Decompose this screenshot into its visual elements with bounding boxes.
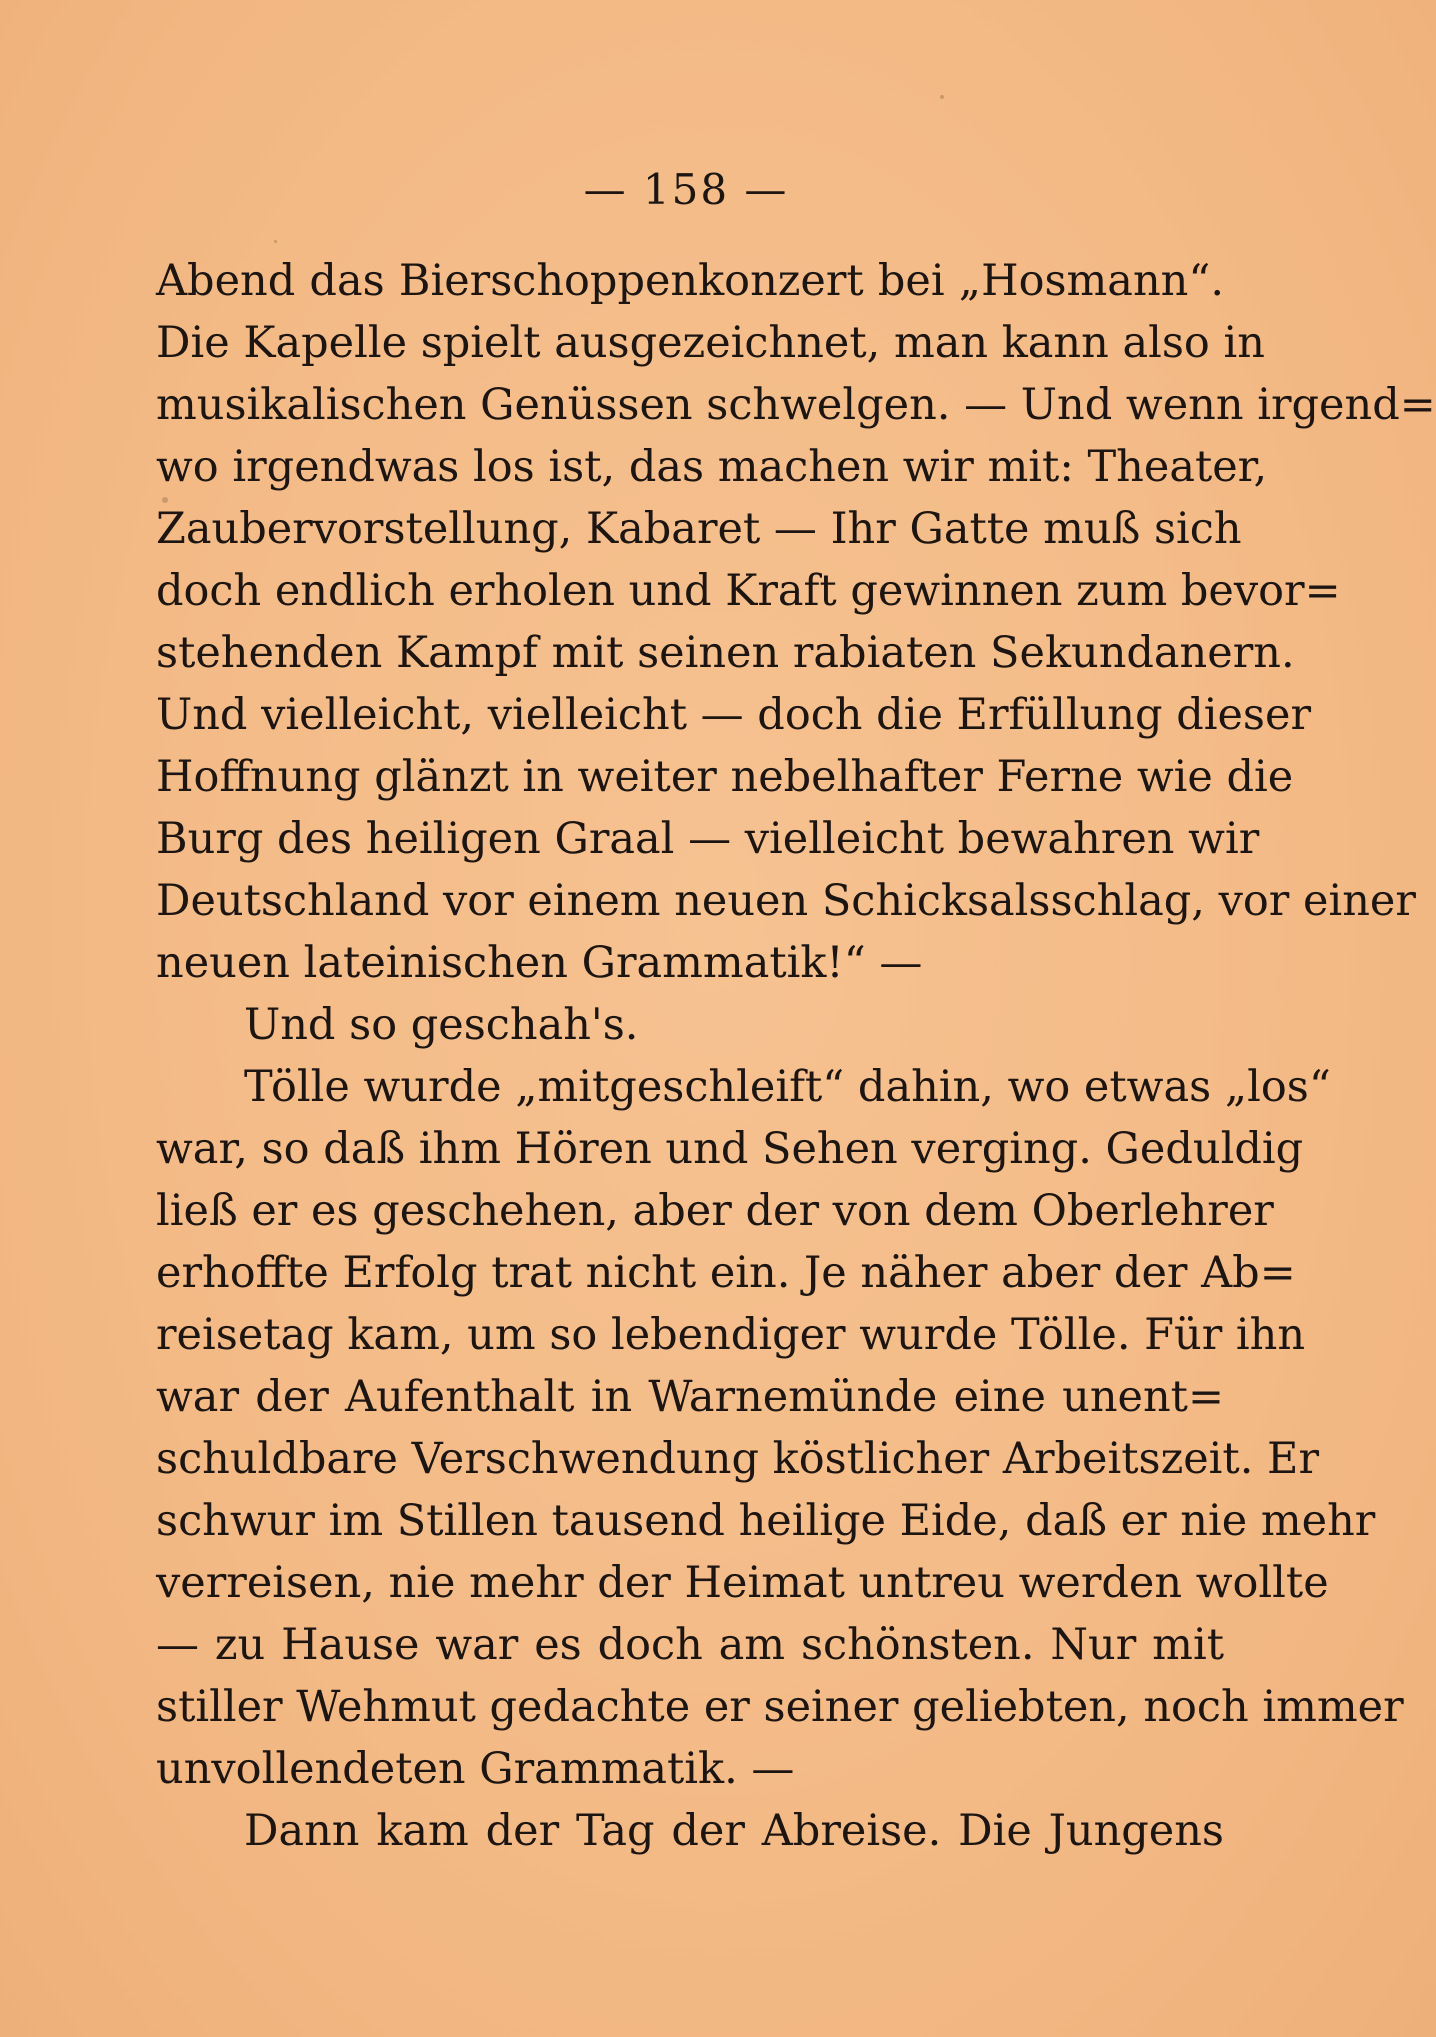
text-line: ließ er es geschehen, aber der von dem Oberlehrer [156, 1186, 1274, 1236]
text-line: — zu Hause war es doch am schönsten. Nur mit [156, 1620, 1224, 1670]
text-line: Hoffnung glänzt in weiter nebelhafter Ferne wie die [156, 752, 1294, 802]
text-line: erhoffte Erfolg trat nicht ein. Je näher aber der Ab= [156, 1248, 1296, 1298]
text-line: Zaubervorstellung, Kabaret — Ihr Gatte muß sich [156, 504, 1242, 554]
paper-speck [274, 240, 277, 243]
text-line: war, so daß ihm Hören und Sehen verging. Geduldig [156, 1124, 1304, 1174]
text-line: Abend das Bierschoppenkonzert bei „Hosmann“. [156, 256, 1224, 306]
text-line: Dann kam der Tag der Abreise. Die Jungens [244, 1806, 1224, 1856]
text-line: unvollendeten Grammatik. — [156, 1744, 795, 1794]
text-line: Tölle wurde „mitgeschleift“ dahin, wo etwas „los“ [244, 1062, 1331, 1112]
text-line: schuldbare Verschwendung köstlicher Arbeitszeit. Er [156, 1434, 1319, 1484]
paper-speck [940, 95, 944, 99]
page-number: — 158 — [583, 165, 789, 214]
text-line: wo irgendwas los ist, das machen wir mit: Theater, [156, 442, 1268, 492]
text-line: doch endlich erholen und Kraft gewinnen zum bevor= [156, 566, 1341, 616]
text-line: war der Aufenthalt in Warnemünde eine unent= [156, 1372, 1224, 1422]
text-line: neuen lateinischen Grammatik!“ — [156, 938, 923, 988]
text-line: Deutschland vor einem neuen Schicksalsschlag, vor einer [156, 876, 1416, 926]
text-line: Und so geschah's. [244, 1000, 639, 1050]
text-line: Die Kapelle spielt ausgezeichnet, man kann also in [156, 318, 1265, 368]
text-line: reisetag kam, um so lebendiger wurde Tölle. Für ihn [156, 1310, 1306, 1360]
body-text [156, 250, 1436, 1862]
text-line: musikalischen Genüssen schwelgen. — Und wenn irgend= [156, 380, 1436, 430]
text-line: verreisen, nie mehr der Heimat untreu werden wollte [156, 1558, 1329, 1608]
text-line: Und vielleicht, vielleicht — doch die Erfüllung dieser [156, 690, 1311, 740]
text-line: Burg des heiligen Graal — vielleicht bewahren wir [156, 814, 1260, 864]
text-line: stiller Wehmut gedachte er seiner geliebten, noch immer [156, 1682, 1404, 1732]
text-line: stehenden Kampf mit seinen rabiaten Sekundanern. [156, 628, 1295, 678]
text-line: schwur im Stillen tausend heilige Eide, daß er nie mehr [156, 1496, 1376, 1546]
